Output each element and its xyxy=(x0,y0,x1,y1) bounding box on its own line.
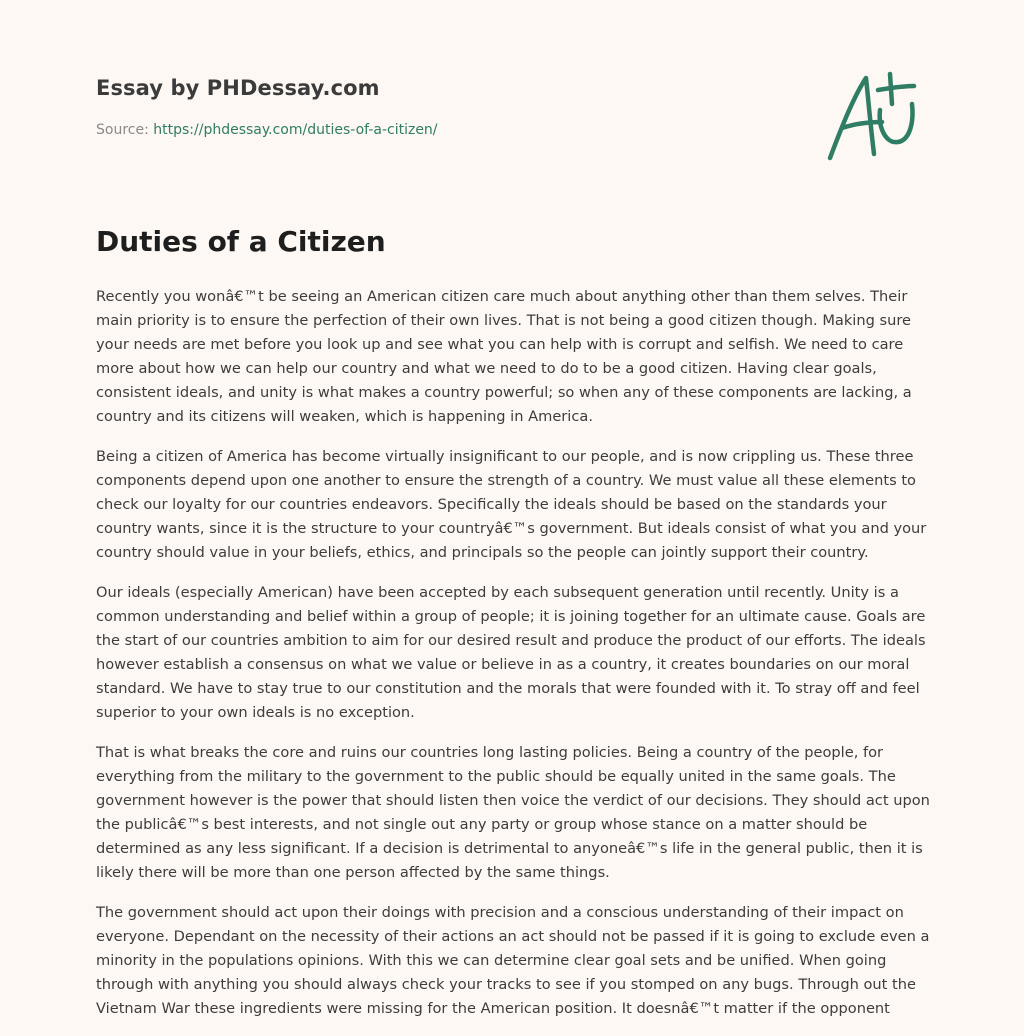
essay-paragraph: Being a citizen of America has become virtually insignificant to our people, and is now crippling us. These three components depend upon one another to ensure the strength of a country. We must value all these elements to check our loyalty for our countries endeavors. Specifically the ideals should be based on the standards your country wants, since it is the structure to your countryâ€™s government. But ideals consist of what you and your country should value in your beliefs, ethics, and principals so the people can jointly support their country. xyxy=(96,448,927,561)
essay-paragraph: The government should act upon their doings with precision and a conscious understanding of their impact on everyone. Dependant on the necessity of their actions an act should not be passed if it is going to exclude even a minority in the populations opinions. With this we can determine clear goal sets and be unified. When going through with anything you should always check your tracks to see if you stomped on any bugs. Through out the Vietnam War these ingredients were missing for the American position. It doesnâ€™t matter if the opponent xyxy=(96,904,930,1017)
essay-body xyxy=(96,285,932,1036)
essay-title: Duties of a Citizen xyxy=(96,225,386,258)
source-line xyxy=(96,122,796,138)
page-header xyxy=(96,76,796,138)
source-link[interactable]: https://phdessay.com/duties-of-a-citizen/ xyxy=(153,122,438,138)
site-brand: Essay by PHDessay.com xyxy=(96,76,380,100)
essay-paragraph: Recently you wonâ€™t be seeing an American citizen care much about anything other than them selves. Their main priority is to ensure the perfection of their own lives. That is not being a good citizen though. Making sure your needs are met before you look up and see what you can help with is corrupt and selfish. We need to care more about how we can help our country and what we need to do to be a good citizen. Having clear goals, consistent ideals, and unity is what makes a country powerful; so when any of these components are lacking, a country and its citizens will weaken, which is happening in America. xyxy=(96,288,912,425)
essay-paragraph: Our ideals (especially American) have been accepted by each subsequent generation until recently. Unity is a common understanding and belief within a group of people; it is joining together for an ultimate cause. Goals are the start of our countries ambition to aim for our desired result and produce the product of our efforts. The ideals however establish a consensus on what we value or believe in as a country, it creates boundaries on our moral standard. We have to stay true to our constitution and the morals that were founded with it. To stray off and feel superior to your own ideals is no exception. xyxy=(96,584,926,721)
a-plus-logo-icon xyxy=(820,66,930,166)
essay-paragraph: That is what breaks the core and ruins our countries long lasting policies. Being a country of the people, for everything from the military to the government to the public should be equally united in the same goals. The government however is the power that should listen then voice the verdict of our decisions. They should act upon the publicâ€™s best interests, and not single out any party or group whose stance on a matter should be determined as any less significant. If a decision is detrimental to anyoneâ€™s life in the general public, then it is likely there will be more than one person affected by the same things. xyxy=(96,744,930,881)
source-label: Source: xyxy=(96,122,154,138)
